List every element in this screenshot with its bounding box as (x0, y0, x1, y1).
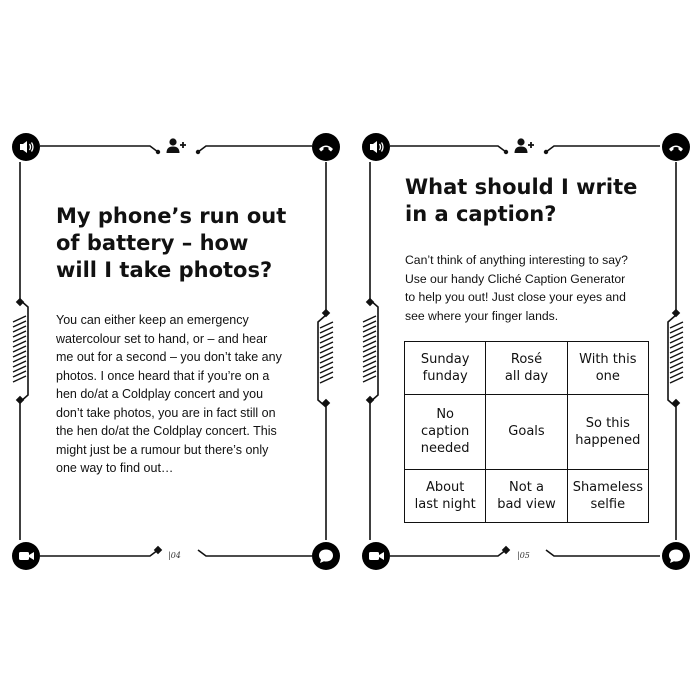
body-line: the hen do/at the Coldplay concert. This (56, 424, 277, 438)
intro-line: Can’t think of anything interesting to say? (405, 253, 628, 267)
grid-cell (486, 342, 567, 395)
page-number: |04 (168, 551, 181, 560)
page-number: |05 (517, 551, 530, 560)
intro-line: Use our handy Cliché Caption Generator (405, 271, 626, 286)
cell-line: Goals (508, 424, 545, 440)
cell-line: No (436, 407, 454, 423)
phone-icon[interactable] (662, 133, 690, 161)
title-line: will I take photos? (56, 258, 273, 282)
title-line: What should I write (405, 175, 638, 199)
grid-cell (486, 470, 567, 523)
grid-row (405, 470, 649, 523)
intro-line: to help you out! Just close your eyes and (405, 290, 626, 304)
body-line: hen do/at a Coldplay concert and you (56, 387, 264, 401)
grid-cell (405, 394, 486, 470)
caption-generator-grid (404, 341, 649, 523)
title-line: in a caption? (405, 202, 557, 226)
body-line: might just be a rumour but there’s only (56, 442, 269, 457)
grid-row (405, 342, 649, 395)
cell-line: Shameless (572, 480, 643, 496)
grid-row (405, 394, 649, 470)
grid-cell (567, 342, 648, 395)
body-line: watercolour set to hand, or – and hear (56, 331, 268, 346)
cell-line: Not a (509, 480, 544, 496)
cell-line: So this (585, 415, 630, 431)
right-page-title (405, 174, 637, 228)
body-line: one way to find out… (56, 461, 174, 475)
cell-line: happened (575, 432, 641, 448)
chat-bubble-icon[interactable] (662, 542, 690, 570)
title-line: My phone’s run out (56, 204, 287, 228)
speaker-icon[interactable] (362, 133, 390, 161)
cell-line: all day (504, 368, 549, 384)
add-user-icon[interactable] (513, 137, 537, 159)
intro-line: see where your finger lands. (405, 308, 559, 323)
body-line: photos. I once heard that if you’re on a (56, 368, 270, 383)
cell-line: bad view (497, 497, 556, 513)
grid-cell (486, 394, 567, 470)
cell-line: one (595, 368, 620, 384)
cell-line: About (425, 480, 465, 496)
title-line: of battery – how (56, 231, 249, 255)
cell-line: Rosé (510, 351, 543, 367)
body-line: don’t take photos, you are in fact still on (56, 405, 276, 420)
cell-line: needed (420, 441, 470, 457)
body-line: You can either keep an emergency (56, 313, 249, 327)
grid-cell (405, 470, 486, 523)
cell-line: With this (579, 351, 637, 367)
cell-line: funday (422, 368, 468, 384)
grid-cell (567, 470, 648, 523)
cell-line: last night (414, 497, 476, 513)
cell-line: selfie (590, 497, 626, 513)
body-line: me out for a second – you don’t take any (56, 350, 282, 364)
cell-line: caption (421, 424, 470, 440)
grid-cell (567, 394, 648, 470)
right-page-intro (405, 251, 628, 325)
grid-cell (405, 342, 486, 395)
cell-line: Sunday (420, 351, 470, 367)
video-camera-icon[interactable] (362, 542, 390, 570)
